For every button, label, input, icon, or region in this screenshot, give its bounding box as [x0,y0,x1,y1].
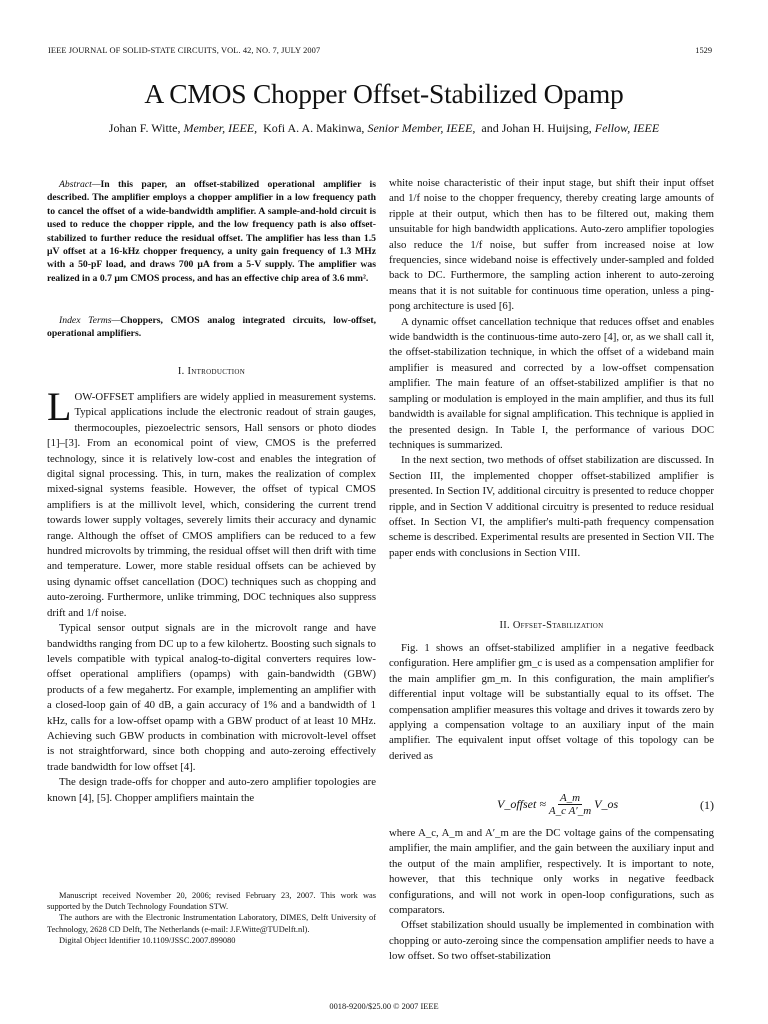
author-role: Senior Member, IEEE, [367,121,476,135]
paragraph: A dynamic offset cancellation technique that reduces offset and enables wide bandwidth is the continuous-time auto-zero [4], or, as we shall call it, the offset-stabilization technique, in which the offset of a wideband main amplifier is measured and corrected by a low-offset compensation amplifier. The main feature of an offset-stabilized amplifier is that no sampling or modulation is employed in the main amplifier, and thus its full bandwidth is available for signal amplification. This technique is applied in the presented design. In Table I, the performance of various DOC techniques is summarized. [389,315,714,451]
abstract-text: In this paper, an offset-stabilized operational amplifier is described. The amplifier employs a chopper amplifier in a low frequency path to cancel the offset of a wide-bandwidth amplifier. A sample-and-hold circuit is used to reduce the chopper ripple, and the low frequency path is also offset-stabilized to further reduce the residual offset. The amplifier has less than 1.5 μV offset at a 16-kHz chopper frequency, a unity gain frequency of 1.3 MHz with a 50-pF load, and draws 700 μA from a 5-V supply. The amplifier was realized in a 0.7 μm CMOS process, and has an effective chip area of 3.6 mm². [47,179,376,284]
dropcap: L [47,384,72,429]
author-list [0,121,768,136]
abstract-label: Abstract— [59,179,101,190]
right-column [389,176,714,561]
page-number: 1529 [695,46,712,55]
section-number: II. [499,620,510,631]
journal-header: IEEE JOURNAL OF SOLID-STATE CIRCUITS, VOL. 42, NO. 7, JULY 2007 [48,46,321,55]
author-role: Member, IEEE, [183,121,258,135]
abstract [47,178,376,285]
equation-body [497,792,618,817]
index-terms-label: Index Terms— [59,315,121,326]
paragraph: Fig. 1 shows an offset-stabilized amplifier in a negative feedback configuration. Here amplifier gm_c is used as a compensation amplifier for the main amplifier gm_m. In this configuration, the main amplifier's differential input voltage will be substantially equal to its offset. The compensation amplifier measures this voltage and drives it towards zero by applying a compensation voltage to an auxiliary input of the main amplifier. The equivalent input offset voltage of this topology can be derived as [389,642,714,762]
author-name: and Johan H. Huijsing, [481,121,592,135]
footnote-text: The authors are with the Electronic Instrumentation Laboratory, DIMES, Delft University of Technology, 2628 CD Delft, The Netherlands (e-mail: J.F.Witte@TUDelft.nl). [47,913,376,934]
paragraph-text: OW-OFFSET amplifiers are widely applied in measurement systems. Typical applications include the electronic readout of strain gauges, thermocouples, piezoelectric sensors, Hall sensors or photo diodes [1]–[3]. From an economical point of view, CMOS is the preferred technology, since it is relatively low-cost and enables the integration of digital signal processing. This, in turn, makes the realization of complex mixed-signal systems feasible. However, the offset of typical CMOS amplifiers is at the millivolt level, which, considering the current trend towards lower supply voltages, severely limits their accuracy and dynamic range. Although the offset of CMOS amplifiers can be reduced to a few hundred microvolts by trimming, the residual offset will then drift with time and temperature. Lower, more stable residual offsets can be achieved by using dynamic offset cancellation (DOC) techniques such as chopping and auto-zeroing. Furthermore, unlike trimming, DOC techniques also suppress drift and 1/f noise. [47,391,376,619]
section-heading [389,620,714,631]
section-title: Introduction [187,366,246,377]
paper-title: A CMOS Chopper Offset-Stabilized Opamp [144,78,624,109]
footnote-text: Digital Object Identifier 10.1109/JSSC.2007.899080 [59,935,236,945]
equation-rhs: V_os [594,797,619,811]
author-name: Johan F. Witte, [108,121,181,135]
paragraph: where A_c, A_m and A′_m are the DC voltage gains of the compensating amplifier, the main amplifier, and the gain between the auxiliary input and the output of the main amplifier, respectively. It is important to note, however, that this technique only works in negative feedback configurations, and will not work in open-loop configurations, such as comparators. [389,827,714,917]
index-terms-text: Choppers, CMOS analog integrated circuits, low-offset, operational amplifiers. [47,315,376,340]
author-role: Fellow, IEEE [594,121,660,135]
footnote-text: Manuscript received November 20, 2006; revised February 23, 2007. This work was supported by the Dutch Technology Foundation STW. [47,891,376,912]
footnote [47,890,376,946]
equation-lhs: V_offset ≈ [497,797,546,811]
right-column-continued [389,826,714,965]
paragraph [47,384,376,621]
section-heading [47,366,376,377]
fraction-numerator: A_m [559,792,581,804]
paragraph: The design trade-offs for chopper and auto-zero amplifier topologies are known [4], [5]. Chopper amplifiers maintain the [47,776,376,804]
paragraph: Offset stabilization should usually be implemented in combination with chopping or auto-zeroing since the compensation amplifier needs to have a low offset. So two offset-stabilization [389,919,714,963]
left-column [47,384,376,806]
equation-fraction [549,792,591,817]
equation-number: (1) [700,798,714,812]
section-title: Offset-Stabilization [512,620,604,631]
paragraph: white noise characteristic of their input stage, but shift their input offset and 1/f noise to the chopper frequency, thereby creating large amounts of ripple at their output, which then has to be filtered out, making them unsuitable for high bandwidth applications. Auto-zero amplifier topologies also reduce the 1/f noise, but suffer from increased noise at low frequencies, since wideband noise is effectively under-sampled and folded back to DC. Furthermore, the sampling action inherent to auto-zeroing means that it is not suitable for continuous time operation, unless a ping-pong architecture is used [6]. [389,177,714,313]
fraction-denominator: A_c A′_m [548,805,592,817]
right-column-section2 [389,641,714,764]
section-number: I. [177,366,185,377]
equation [389,792,714,826]
author-name: Kofi A. A. Makinwa, [263,121,365,135]
copyright-footer: 0018-9200/$25.00 © 2007 IEEE [329,1002,439,1011]
paragraph: Typical sensor output signals are in the microvolt range and have bandwidths ranging from DC up to a few kilohertz. Boosting such signals to levels compatible with typical analog-to-digital converters requires low-offset operational amplifiers (opamps) with gain-bandwidth (GBW) products of a few megahertz. For example, implementing an amplifier with a closed-loop gain of 40 dB, a gain accuracy of 1% and a bandwidth of 1 kHz, calls for a low-offset opamp with a GBW product of at least 10 MHz. Achieving such GBW products in combination with microvolt-level offset is not straightforward, since both chopping and auto-zeroing effectively trade bandwidth for low offset [4]. [47,622,376,773]
index-terms [47,314,376,341]
paragraph: In the next section, two methods of offset stabilization are discussed. In Section III, the implemented chopper offset-stabilized amplifier is presented. In Section IV, additional circuitry is presented to reduce chopper ripple, and in Section V additional circuitry is presented to reduce residual offset. In Section VI, the amplifier's multi-path frequency compensation scheme is described. Experimental results are presented in Section VII. The paper ends with conclusions in Section VIII. [389,454,714,559]
